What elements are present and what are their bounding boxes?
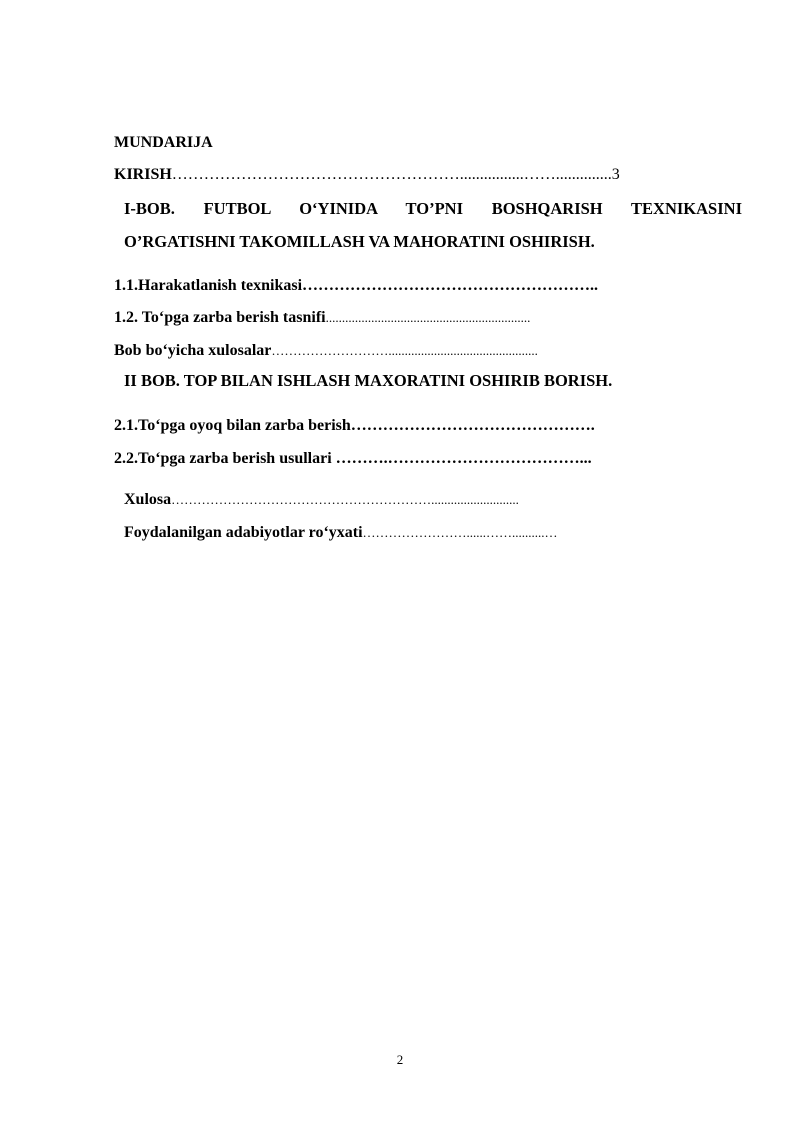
toc-entry-title: Foydalanilgan adabiyotlar ro‘yxati (124, 524, 363, 541)
toc-entry-title: 2.1.To‘pga oyoq bilan zarba berish (114, 417, 351, 434)
toc-heading: MUNDARIJA (114, 134, 213, 151)
toc-entry-leaders: ……………………......……..........… (362, 525, 558, 540)
toc-entry-title: 1.1.Harakatlanish texnikasi (114, 277, 303, 294)
toc-entry-leaders: ............................................................... (325, 310, 531, 325)
toc-entry-title: KIRISH (114, 166, 172, 183)
toc-entry-leaders: ………………………………………………................…….............. (171, 166, 612, 183)
toc-entry-title: 2.2.To‘pga zarba berish usullari (114, 450, 336, 467)
toc-entry-leaders: ……………………….............................................. (271, 343, 538, 358)
toc-entry-references (124, 523, 558, 543)
toc-entry-leaders: ……………………………………………….. (302, 277, 599, 294)
toc-entry-intro (114, 165, 620, 185)
toc-entry-title: Bob bo‘yicha xulosalar (114, 342, 272, 359)
toc-entry-1-1 (114, 276, 598, 296)
toc-entry-title: 1.2. To‘pga zarba berish tasnifi (114, 309, 326, 326)
toc-entry-chapter-1-conclusion (114, 341, 538, 361)
toc-entry-leaders: ………………………………………. (350, 417, 595, 434)
toc-entry-2-1 (114, 416, 595, 436)
page-number: 2 (396, 1052, 404, 1067)
toc-entry-leaders: ……….………………………………... (335, 450, 592, 467)
chapter-1-line-2: O’RGATISHNI TAKOMILLASH VA MAHORATINI OSHIRISH. (124, 232, 595, 251)
chapter-2-heading: II BOB. TOP BILAN ISHLASH MAXORATINI OSHIRIB BORISH. (124, 371, 613, 390)
toc-entry-leaders: ……………………………………………………........................... (171, 492, 519, 507)
chapter-1-heading (124, 192, 742, 258)
toc-entry-1-2 (114, 308, 530, 328)
toc-entry-title: Xulosa (124, 491, 172, 508)
toc-entry-page: 3 (611, 166, 620, 183)
toc-entry-conclusion (124, 490, 519, 510)
toc-entry-2-2 (114, 449, 592, 469)
chapter-1-line-1: I-BOB. FUTBOL O‘YINIDA TO’PNI BOSHQARISH TEXNIKASINI (124, 199, 742, 218)
